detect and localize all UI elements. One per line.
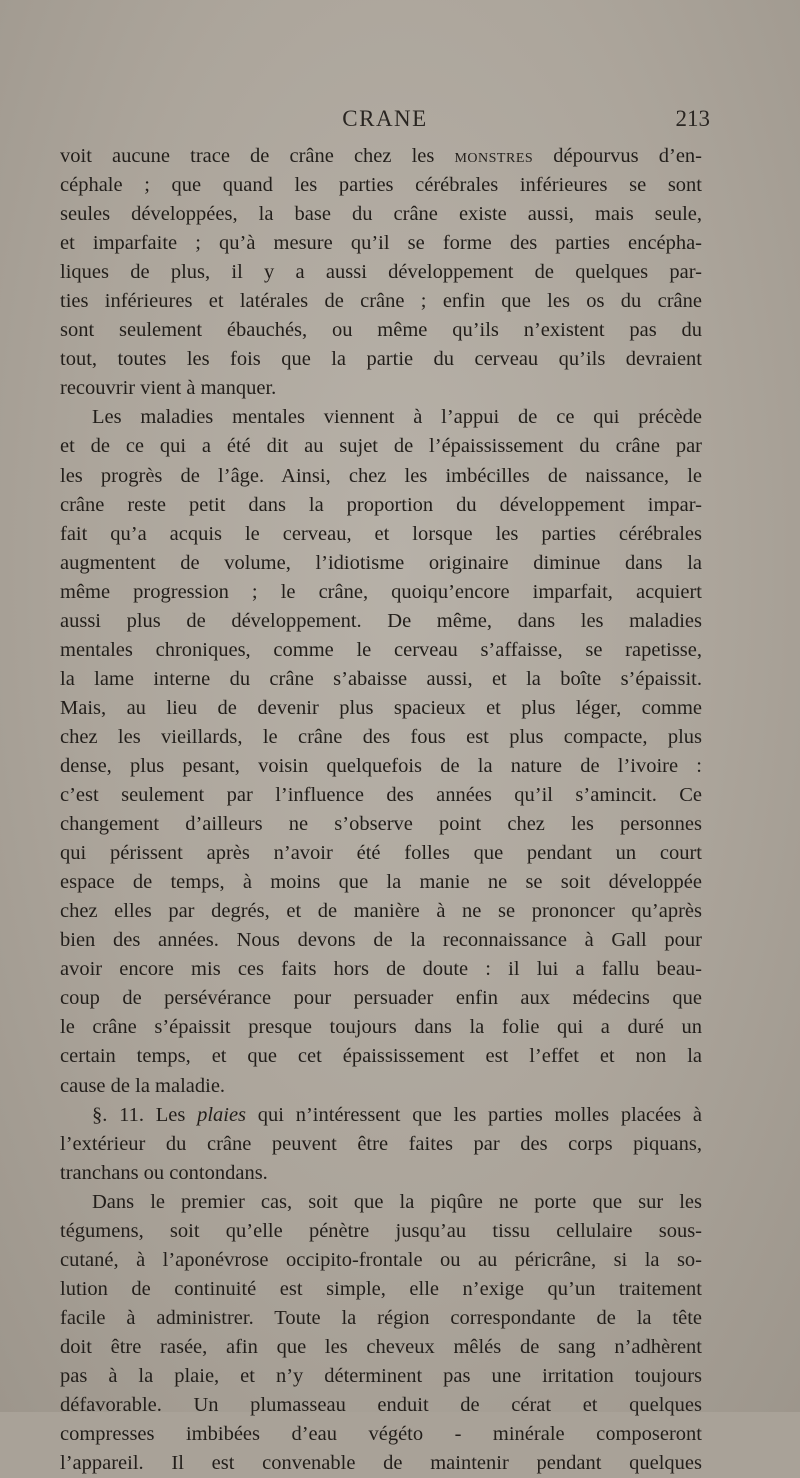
line-text: cause de la maladie. xyxy=(60,1074,226,1097)
line-text: seules développées, la base du crâne existe aussi, mais seule, xyxy=(60,203,702,226)
text-line xyxy=(60,723,702,752)
line-text: compresses imbibées d’eau végéto - minérale composeront xyxy=(60,1423,702,1446)
line-text: même progression ; le crâne, quoiqu’encore imparfait, acquiert xyxy=(60,580,702,603)
text-line xyxy=(60,1391,702,1420)
text-line xyxy=(60,781,702,810)
line-text: l’appareil. Il est convenable de maintenir pendant quelques xyxy=(60,1452,702,1475)
line-text: le crâne s’épaissit presque toujours dans la folie qui a duré un xyxy=(60,1016,702,1039)
line-text: espace de temps, à moins que la manie ne se soit développée xyxy=(60,871,702,894)
line-text: changement d’ailleurs ne s’observe point chez les personnes xyxy=(60,813,702,836)
text-line xyxy=(60,1449,702,1478)
line-text: coup de persévérance pour persuader enfin aux médecins que xyxy=(60,987,702,1010)
italic-term: plaies xyxy=(197,1103,247,1126)
text-line xyxy=(60,1101,702,1130)
line-text: doit être rasée, afin que les cheveux mêlés de sang n’adhèrent xyxy=(60,1335,702,1358)
line-text: qui n’intéressent que les parties molles placées à xyxy=(246,1103,702,1126)
line-text: Dans le premier cas, soit que la piqûre ne porte que sur les xyxy=(92,1190,702,1213)
text-line xyxy=(60,607,702,636)
text-line xyxy=(60,229,702,258)
line-text: les progrès de l’âge. Ainsi, chez les imbécilles de naissance, le xyxy=(60,464,702,487)
line-text: §. 11. Les xyxy=(92,1103,198,1126)
text-line xyxy=(60,1159,702,1188)
line-text: augmentent de volume, l’idiotisme originaire diminue dans la xyxy=(60,551,702,574)
text-line xyxy=(60,200,702,229)
text-line xyxy=(60,1333,702,1362)
text-line xyxy=(60,1042,702,1071)
running-head xyxy=(60,106,710,140)
line-text: l’extérieur du crâne peuvent être faites par des corps piquans, xyxy=(60,1132,702,1155)
text-line xyxy=(60,374,702,403)
text-line xyxy=(60,752,702,781)
line-text: facile à administrer. Toute la région correspondante de la tête xyxy=(60,1306,702,1329)
text-line xyxy=(60,316,702,345)
line-text: tégumens, soit qu’elle pénètre jusqu’au tissu cellulaire sous- xyxy=(60,1219,702,1242)
line-text: et imparfaite ; qu’à mesure qu’il se forme des parties encépha- xyxy=(60,232,702,255)
text-line xyxy=(60,636,702,665)
line-text: liques de plus, il y a aussi développement de quelques par- xyxy=(60,261,702,284)
text-line xyxy=(60,1304,702,1333)
line-text: sont seulement ébauchés, ou même qu’ils n’existent pas du xyxy=(60,319,702,342)
body-text xyxy=(60,142,702,1478)
line-text: chez elles par degrés, et de manière à ne se prononcer qu’après xyxy=(60,900,702,923)
text-line xyxy=(60,345,702,374)
line-text: qui périssent après n’avoir été folles que pendant un court xyxy=(60,842,702,865)
text-line xyxy=(60,1246,702,1275)
line-text: mentales chroniques, comme le cerveau s’affaisse, se rapetisse, xyxy=(60,638,702,661)
text-line xyxy=(60,1072,702,1101)
line-text: pas à la plaie, et n’y déterminent pas une irritation toujours xyxy=(60,1364,702,1387)
line-text: céphale ; que quand les parties cérébrales inférieures se sont xyxy=(60,174,702,197)
line-text: et de ce qui a été dit au sujet de l’épaississement du crâne par xyxy=(60,435,702,458)
line-text: Mais, au lieu de devenir plus spacieux et plus léger, comme xyxy=(60,696,702,719)
line-text: aussi plus de développement. De même, dans les maladies xyxy=(60,609,702,632)
line-text: dense, plus pesant, voisin quelquefois de la nature de l’ivoire : xyxy=(60,754,702,777)
text-line xyxy=(60,694,702,723)
text-line xyxy=(60,287,702,316)
line-text: la lame interne du crâne s’abaisse aussi, et la boîte s’épaissit. xyxy=(60,667,702,690)
line-text: tout, toutes les fois que la partie du cerveau qu’ils devraient xyxy=(60,348,702,371)
line-text: avoir encore mis ces faits hors de doute : il lui a fallu beau- xyxy=(60,958,702,981)
small-caps-term: monstres xyxy=(454,145,534,167)
text-line xyxy=(60,665,702,694)
text-line xyxy=(60,142,702,171)
line-text: ties inférieures et latérales de crâne ; enfin que les os du crâne xyxy=(60,290,702,313)
text-line xyxy=(60,839,702,868)
line-text: c’est seulement par l’influence des années qu’il s’amincit. Ce xyxy=(60,784,702,807)
text-line xyxy=(60,1188,702,1217)
line-text: dépourvus d’en- xyxy=(533,145,702,167)
text-line xyxy=(60,491,702,520)
text-line xyxy=(60,1362,702,1391)
line-text: voit aucune trace de crâne chez les xyxy=(60,145,455,167)
line-text: Les maladies mentales viennent à l’appui de ce qui précède xyxy=(92,406,702,429)
text-line xyxy=(60,1275,702,1304)
line-text: défavorable. Un plumasseau enduit de cérat et quelques xyxy=(60,1394,702,1417)
line-text: crâne reste petit dans la proportion du développement impar- xyxy=(60,493,702,516)
line-text: chez les vieillards, le crâne des fous est plus compacte, plus xyxy=(60,725,702,748)
text-line xyxy=(60,926,702,955)
page-number: 213 xyxy=(675,106,710,131)
text-line xyxy=(60,520,702,549)
text-line xyxy=(60,1217,702,1246)
text-line xyxy=(60,984,702,1013)
text-line xyxy=(60,549,702,578)
text-line xyxy=(60,462,702,491)
line-text: fait qu’a acquis le cerveau, et lorsque les parties cérébrales xyxy=(60,522,702,545)
text-line xyxy=(60,1420,702,1449)
line-text: certain temps, et que cet épaississement est l’effet et non la xyxy=(60,1045,702,1068)
text-line xyxy=(60,258,702,287)
line-text: bien des années. Nous devons de la reconnaissance à Gall pour xyxy=(60,929,702,952)
line-text: cutané, à l’aponévrose occipito-frontale ou au péricrâne, si la so- xyxy=(60,1248,702,1271)
text-line xyxy=(60,1130,702,1159)
text-line xyxy=(60,432,702,461)
text-line xyxy=(60,578,702,607)
text-line xyxy=(60,897,702,926)
text-line xyxy=(60,810,702,839)
text-line xyxy=(60,171,702,200)
line-text: recouvrir vient à manquer. xyxy=(60,377,277,400)
line-text: tranchans ou contondans. xyxy=(60,1161,268,1184)
text-line xyxy=(60,868,702,897)
text-line xyxy=(60,403,702,432)
line-text: lution de continuité est simple, elle n’exige qu’un traitement xyxy=(60,1277,702,1300)
running-title: CRANE xyxy=(342,106,428,131)
text-line xyxy=(60,1013,702,1042)
text-line xyxy=(60,955,702,984)
